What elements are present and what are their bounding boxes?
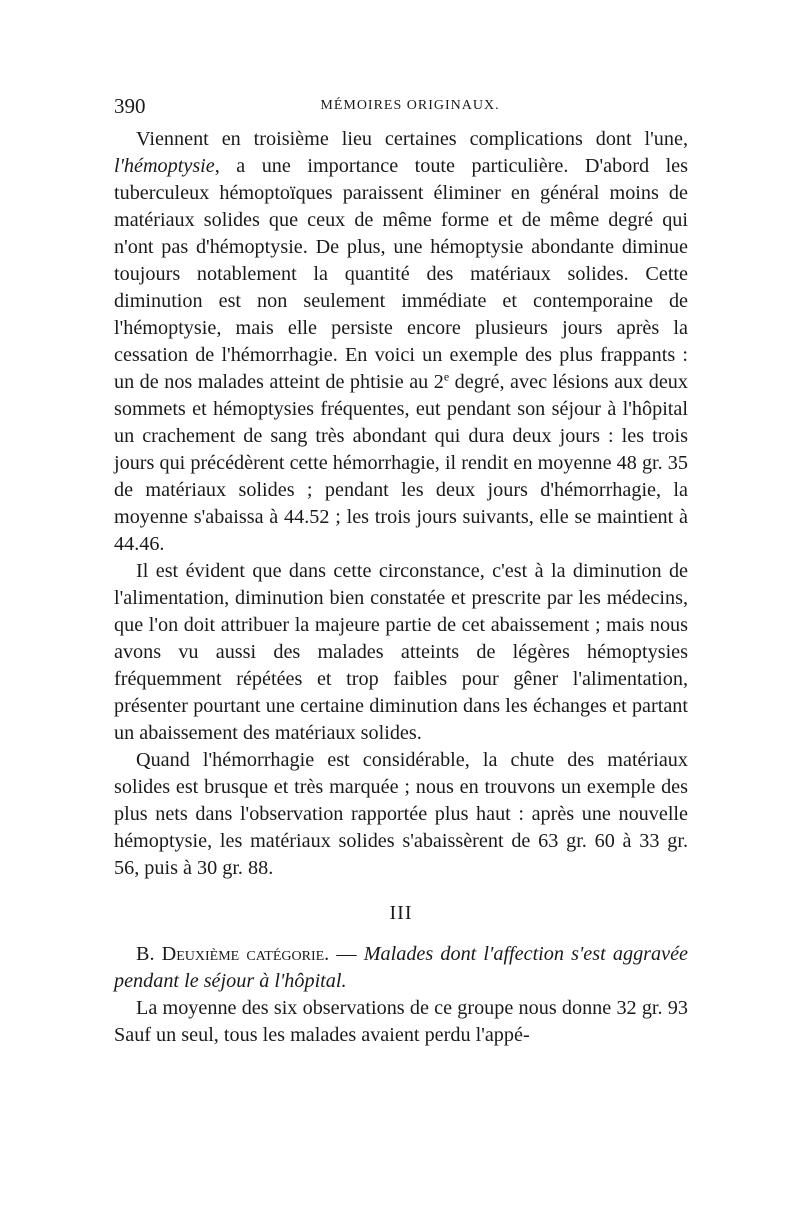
paragraph-text: , a une importance toute particulière. D'abord les tuberculeux hémoptoïques paraissent éliminer en général moins de matériaux solides que ceux de même forme et de même degré qui n'ont pas d'hémoptysie. De plus, une hémoptysie abondante diminue toujours notablement la quantité des matériaux solides. Cette diminution est non seulement immédiate et contemporaine de l'hémoptysie, mais elle persiste encore plusieurs jours après la cessation de l'hémorrhagie. En voici un exemple des plus frappants : un de nos malades atteint de phtisie au 2 bbox=[114, 155, 688, 393]
paragraph-hemorrhagie: Quand l'hémorrhagie est considérable, la chute des matériaux solides est brusque et très marquée ; nous en trouvons un exemple des plus nets dans l'observation rapportée plus haut : après une nouvelle hémoptysie, les matériaux solides s'abaissèrent de 63 gr. 60 à 33 gr. 56, puis à 30 gr. 88. bbox=[114, 749, 688, 879]
paragraph-text: degré, avec lésions aux deux sommets et hémoptysies fréquentes, eut pendant son séjour à l'hôpital un crachement de sang très abondant qui dura deux jours : les trois jours qui précédèrent cette hémorrhagie, il rendit en moyenne 48 gr. 35 de matériaux solides ; pendant les deux jours d'hémorrhagie, la moyenne s'abaissa à 44.52 ; les trois jours suivants, elle se maintient à 44.46. bbox=[114, 371, 688, 555]
paragraph-hemoptysie bbox=[114, 126, 688, 558]
page-number: 390 bbox=[114, 94, 146, 118]
paragraph-category-heading bbox=[114, 941, 688, 995]
paragraph-moyenne: La moyenne des six observations de ce groupe nous donne 32 gr. 93 Sauf un seul, tous les malades avaient perdu l'appé- bbox=[114, 997, 688, 1046]
superscript: e bbox=[443, 369, 450, 384]
em-dash: — bbox=[329, 943, 364, 965]
paragraph-alimentation: Il est évident que dans cette circonstance, c'est à la diminution de l'alimentation, diminution bien constatée et prescrite par les médecins, que l'on doit attribuer la majeure partie de cet abaissement ; mais nous avons vu aussi des malades atteints de légères hémoptysies fréquemment répétées et trop faibles pour gêner l'alimentation, présenter pourtant une certaine diminution dans les échanges et partant un abaissement des matériaux solides. bbox=[114, 560, 688, 744]
paragraph-text: Viennent en troisième lieu certaines complications dont l'une, bbox=[136, 128, 688, 150]
running-head: MÉMOIRES ORIGINAUX. bbox=[320, 98, 500, 113]
category-label: B. Deuxième catégorie. bbox=[136, 943, 330, 965]
italic-term: l'hémoptysie bbox=[114, 155, 215, 177]
body-text bbox=[114, 126, 688, 1049]
section-number: III bbox=[389, 902, 413, 924]
category-title: Malades dont l'affection s'est aggravée pendant le séjour à l'hôpital. bbox=[114, 943, 688, 992]
page-header bbox=[114, 94, 686, 124]
